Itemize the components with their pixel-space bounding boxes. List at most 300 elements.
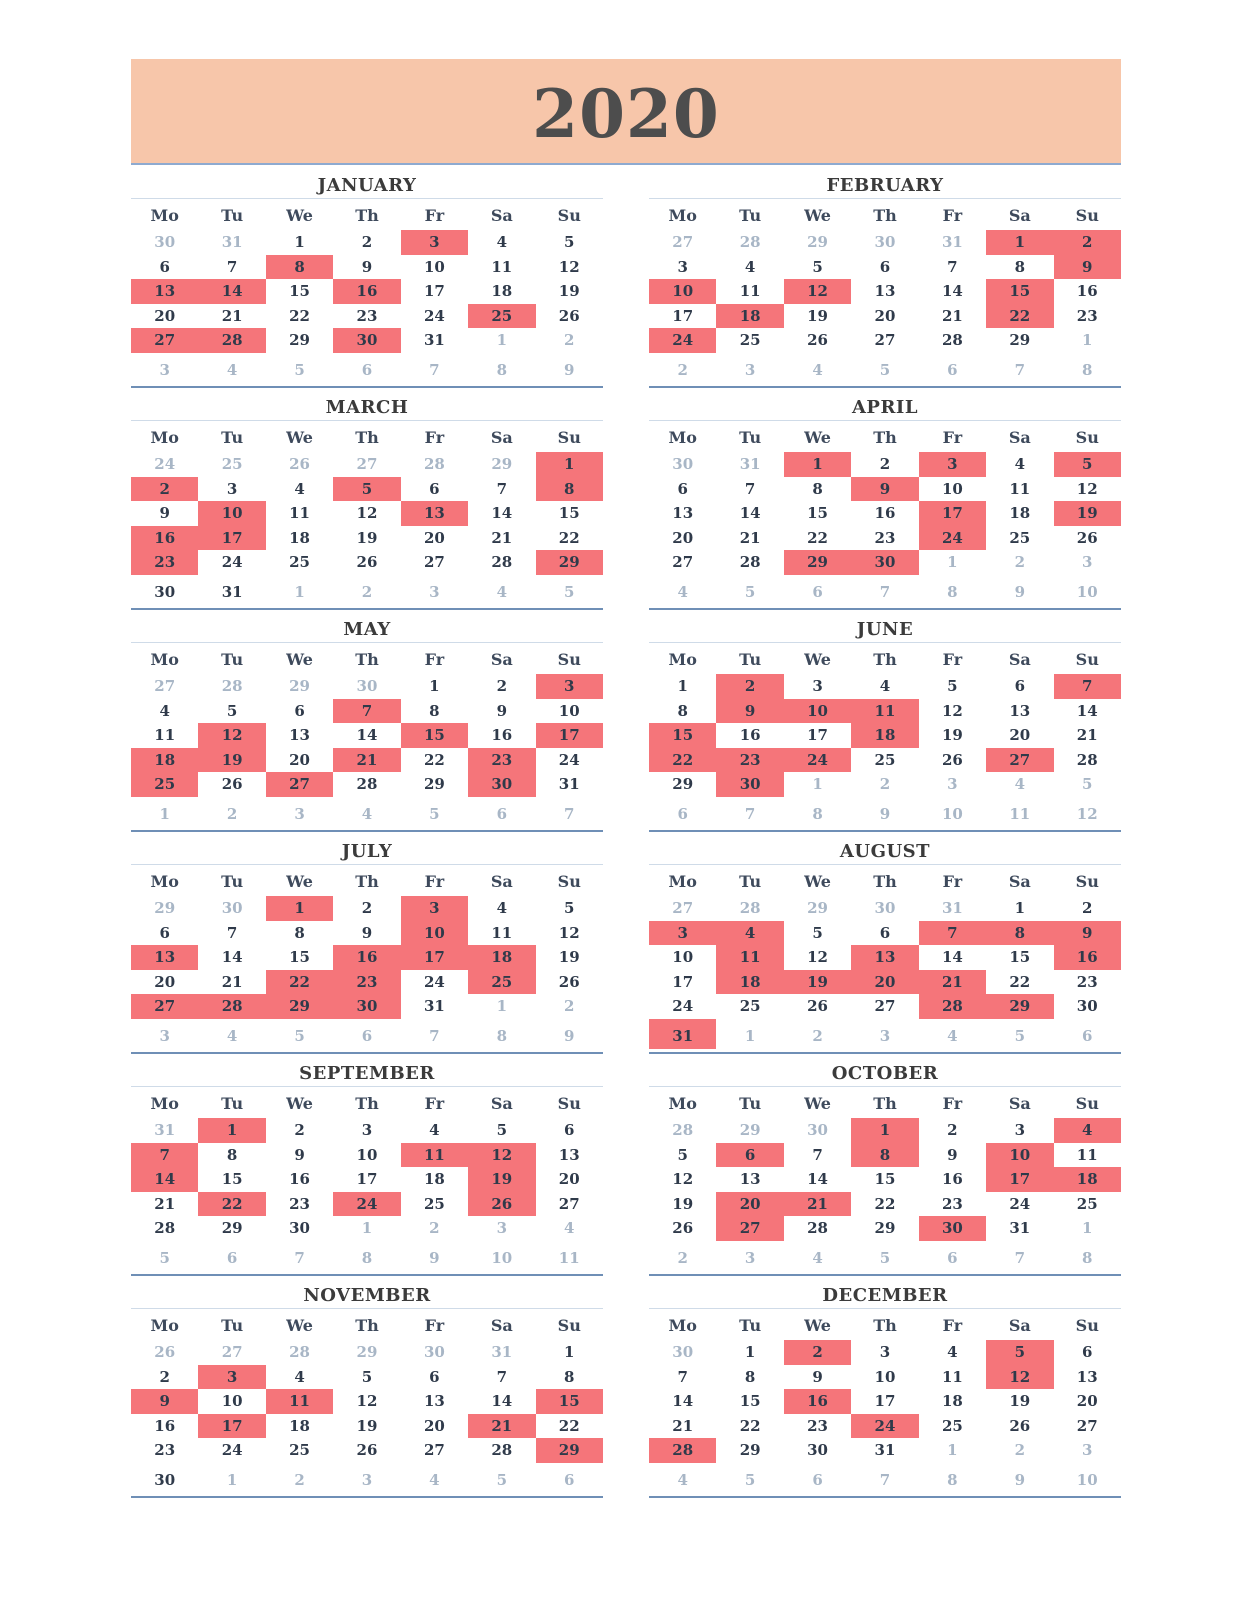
day-cell: 7 <box>226 923 238 942</box>
highlighted-day: 18 <box>851 723 918 748</box>
highlighted-day: 30 <box>468 772 535 797</box>
month-name-rule <box>131 198 603 199</box>
highlighted-day: 14 <box>198 279 265 304</box>
adjacent-month-day: 11 <box>558 1248 580 1267</box>
adjacent-month-day: 5 <box>879 360 891 379</box>
day-cell: 5 <box>564 899 575 917</box>
highlighted-day: 15 <box>986 279 1053 304</box>
adjacent-month-day: 8 <box>1082 1248 1093 1267</box>
week-row <box>649 699 1121 724</box>
day-cell: 10 <box>558 701 580 720</box>
day-cell: 20 <box>874 306 896 325</box>
day-cell: 14 <box>1076 701 1098 720</box>
day-cell: 26 <box>807 331 828 349</box>
adjacent-month-day: 28 <box>423 455 445 473</box>
day-cell: 18 <box>289 1416 310 1435</box>
month-march <box>131 387 603 609</box>
day-cell: 2 <box>361 899 373 917</box>
highlighted-day: 2 <box>784 1340 851 1365</box>
day-cell: 21 <box>941 306 963 325</box>
adjacent-month-day: 9 <box>1014 1470 1026 1489</box>
adjacent-month-day: 9 <box>564 1026 575 1045</box>
month-row <box>131 1275 1121 1497</box>
highlighted-day: 11 <box>851 699 918 724</box>
day-cell: 1 <box>564 1343 575 1361</box>
month-december <box>649 1275 1121 1497</box>
day-cell: 28 <box>739 553 761 571</box>
day-cell: 27 <box>423 1441 445 1459</box>
highlighted-day: 30 <box>919 1216 986 1241</box>
day-cell: 15 <box>289 948 310 966</box>
day-cell: 9 <box>361 257 373 276</box>
month-name: MARCH <box>325 397 409 418</box>
weekday-label: Mo <box>150 206 179 225</box>
adjacent-month-day: 4 <box>226 1026 238 1045</box>
adjacent-month-day: 4 <box>429 1470 440 1489</box>
month-row <box>131 387 1121 609</box>
day-cell: 23 <box>356 306 378 325</box>
month-name-rule <box>649 1086 1121 1087</box>
day-cell: 8 <box>744 1367 756 1386</box>
highlighted-day: 18 <box>131 748 198 773</box>
month-name-rule <box>649 198 1121 199</box>
weekday-label: Tu <box>221 872 244 891</box>
weekday-label: Th <box>355 650 379 669</box>
adjacent-month-day: 1 <box>947 553 958 571</box>
highlighted-day: 27 <box>266 772 333 797</box>
highlighted-day: 10 <box>401 921 468 946</box>
day-cell: 31 <box>874 1441 896 1459</box>
adjacent-month-day: 2 <box>429 1219 440 1237</box>
day-cell: 13 <box>289 726 310 744</box>
day-cell: 4 <box>1014 455 1026 473</box>
day-cell: 14 <box>672 1392 694 1410</box>
weekday-label: Mo <box>668 206 697 225</box>
day-cell: 22 <box>558 528 580 547</box>
day-cell: 4 <box>429 1121 440 1139</box>
day-cell: 6 <box>564 1121 575 1139</box>
adjacent-month-day: 10 <box>1076 582 1098 601</box>
adjacent-month-day: 1 <box>744 1026 756 1045</box>
day-cell: 12 <box>941 701 963 720</box>
day-cell: 11 <box>491 923 513 942</box>
weekday-label: Mo <box>150 1316 179 1335</box>
weekday-label: We <box>286 428 313 447</box>
adjacent-month-day: 3 <box>429 582 440 601</box>
day-cell: 13 <box>739 1170 761 1188</box>
adjacent-month-day: 30 <box>672 1343 694 1361</box>
day-cell: 21 <box>1076 726 1098 744</box>
day-cell: 16 <box>289 1170 310 1188</box>
day-cell: 27 <box>874 331 896 349</box>
weekday-header <box>131 868 603 896</box>
day-cell: 20 <box>672 528 694 547</box>
adjacent-month-day: 5 <box>429 804 440 823</box>
weekday-label: Tu <box>739 206 762 225</box>
adjacent-month-day: 27 <box>221 1343 243 1361</box>
adjacent-month-day: 4 <box>812 360 823 379</box>
day-cell: 17 <box>356 1170 378 1188</box>
weekday-label: Th <box>355 428 379 447</box>
month-september <box>131 1053 603 1275</box>
adjacent-month-day: 5 <box>496 1470 508 1489</box>
week-row <box>649 723 1121 748</box>
week-row <box>131 1438 603 1463</box>
week-row <box>131 526 603 551</box>
day-cell: 24 <box>558 750 580 769</box>
day-cell: 26 <box>558 306 580 325</box>
weekday-header <box>649 868 1121 896</box>
week-row <box>649 748 1121 773</box>
weekday-label: Su <box>1075 1316 1099 1335</box>
adjacent-month-day: 29 <box>491 455 513 473</box>
highlighted-day: 3 <box>401 896 468 921</box>
weekday-label: Su <box>1075 1094 1099 1113</box>
day-cell: 8 <box>1014 257 1026 276</box>
adjacent-month-day: 7 <box>744 804 756 823</box>
highlighted-day: 18 <box>468 945 535 970</box>
week-row <box>649 1167 1121 1192</box>
day-cell: 30 <box>807 1441 828 1459</box>
day-cell: 9 <box>812 1367 823 1386</box>
month-name-rule <box>649 420 1121 421</box>
adjacent-month-day: 7 <box>429 360 440 379</box>
day-cell: 26 <box>1076 528 1098 547</box>
week-row <box>131 1143 603 1168</box>
adjacent-month-day: 4 <box>361 804 373 823</box>
adjacent-month-day: 9 <box>879 804 891 823</box>
highlighted-day: 29 <box>266 994 333 1019</box>
day-cell: 19 <box>941 726 963 744</box>
adjacent-month-day: 8 <box>812 804 823 823</box>
day-cell: 16 <box>154 1416 176 1435</box>
weekday-label: Su <box>557 206 581 225</box>
day-cell: 24 <box>221 553 243 571</box>
day-cell: 11 <box>941 1367 963 1386</box>
highlighted-day: 3 <box>649 921 716 946</box>
weekday-label: Sa <box>1008 428 1031 447</box>
day-cell: 23 <box>154 1441 176 1459</box>
day-cell: 7 <box>677 1367 688 1386</box>
adjacent-month-day: 2 <box>812 1026 823 1045</box>
day-cell: 8 <box>677 701 688 720</box>
highlighted-day: 9 <box>131 1389 198 1414</box>
week-row <box>649 255 1121 280</box>
weekday-label: Th <box>355 872 379 891</box>
day-cell: 6 <box>429 479 440 498</box>
week-row <box>649 230 1121 255</box>
day-cell: 2 <box>294 1121 305 1139</box>
adjacent-month-day: 2 <box>879 775 891 793</box>
highlighted-day: 19 <box>198 748 265 773</box>
month-name-rule <box>649 864 1121 865</box>
adjacent-month-day: 6 <box>361 1026 373 1045</box>
day-cell: 28 <box>491 1441 513 1459</box>
weekday-header <box>131 646 603 674</box>
adjacent-month-day: 31 <box>491 1343 513 1361</box>
day-cell: 17 <box>672 972 694 991</box>
weekday-label: Sa <box>490 206 513 225</box>
day-cell: 12 <box>1076 479 1098 498</box>
adjacent-month-day: 9 <box>564 360 575 379</box>
day-cell: 12 <box>356 1392 378 1410</box>
day-cell: 29 <box>672 775 694 793</box>
week-row <box>131 674 603 699</box>
highlighted-day: 24 <box>919 526 986 551</box>
week-row <box>649 1414 1121 1439</box>
highlighted-day: 12 <box>198 723 265 748</box>
week-row <box>649 452 1121 477</box>
highlighted-day: 21 <box>784 1192 851 1217</box>
day-cell: 23 <box>1076 306 1098 325</box>
week-row <box>131 748 603 773</box>
week-row <box>649 994 1121 1019</box>
adjacent-month-day: 7 <box>429 1026 440 1045</box>
adjacent-month-day: 27 <box>672 899 694 917</box>
adjacent-month-day: 8 <box>496 1026 508 1045</box>
weekday-label: Su <box>1075 206 1099 225</box>
day-cell: 18 <box>423 1170 445 1188</box>
adjacent-month-day: 5 <box>294 360 305 379</box>
adjacent-month-day: 30 <box>672 455 694 473</box>
week-row <box>649 896 1121 921</box>
week-row <box>649 1241 1121 1271</box>
adjacent-month-day: 6 <box>812 582 823 601</box>
week-row <box>131 1365 603 1390</box>
day-cell: 26 <box>672 1219 694 1237</box>
month-row <box>131 1053 1121 1275</box>
day-cell: 10 <box>941 479 963 498</box>
weekday-label: We <box>286 1094 313 1113</box>
day-cell: 30 <box>154 582 176 601</box>
month-july <box>131 831 603 1053</box>
week-row <box>131 970 603 995</box>
weekday-label: We <box>804 1094 831 1113</box>
day-cell: 2 <box>496 677 508 695</box>
highlighted-day: 6 <box>716 1143 783 1168</box>
day-cell: 13 <box>1009 701 1031 720</box>
weekday-label: Tu <box>739 428 762 447</box>
adjacent-month-day: 5 <box>879 1248 891 1267</box>
highlighted-day: 7 <box>1054 674 1121 699</box>
adjacent-month-day: 1 <box>496 997 508 1015</box>
day-cell: 8 <box>429 701 440 720</box>
day-cell: 5 <box>812 923 823 942</box>
day-cell: 4 <box>744 257 756 276</box>
highlighted-day: 10 <box>784 699 851 724</box>
highlighted-day: 13 <box>851 945 918 970</box>
weekday-label: Mo <box>150 428 179 447</box>
highlighted-day: 23 <box>468 748 535 773</box>
day-cell: 21 <box>221 306 243 325</box>
adjacent-month-day: 4 <box>226 360 238 379</box>
adjacent-month-day: 31 <box>941 899 963 917</box>
day-cell: 20 <box>1009 726 1031 744</box>
day-cell: 4 <box>496 233 508 251</box>
month-october <box>649 1053 1121 1275</box>
weekday-label: Su <box>557 1316 581 1335</box>
day-cell: 28 <box>491 553 513 571</box>
highlighted-day: 3 <box>198 1365 265 1390</box>
adjacent-month-day: 6 <box>812 1470 823 1489</box>
highlighted-day: 28 <box>198 994 265 1019</box>
weekday-label: Mo <box>668 650 697 669</box>
day-cell: 11 <box>154 726 176 744</box>
day-cell: 1 <box>429 677 440 695</box>
adjacent-month-day: 2 <box>677 1248 688 1267</box>
day-cell: 25 <box>739 997 761 1015</box>
day-cell: 3 <box>677 257 688 276</box>
day-cell: 19 <box>356 1416 378 1435</box>
week-row <box>649 772 1121 797</box>
adjacent-month-day: 3 <box>744 1248 756 1267</box>
adjacent-month-day: 4 <box>564 1219 575 1237</box>
highlighted-day: 26 <box>468 1192 535 1217</box>
highlighted-day: 1 <box>784 452 851 477</box>
day-cell: 22 <box>423 750 445 769</box>
day-cell: 22 <box>807 528 828 547</box>
highlighted-day: 9 <box>716 699 783 724</box>
day-cell: 31 <box>423 331 445 349</box>
month-table <box>131 1312 603 1493</box>
day-cell: 4 <box>294 1367 305 1386</box>
adjacent-month-day: 28 <box>672 1121 694 1139</box>
day-cell: 16 <box>874 504 896 522</box>
highlighted-day: 31 <box>649 1019 716 1049</box>
adjacent-month-day: 4 <box>677 1470 688 1489</box>
weekday-label: Th <box>873 872 897 891</box>
highlighted-day: 30 <box>851 550 918 575</box>
day-cell: 5 <box>677 1145 688 1164</box>
day-cell: 17 <box>672 306 694 325</box>
weekday-label: Fr <box>424 1094 445 1113</box>
weekday-label: Sa <box>1008 650 1031 669</box>
day-cell: 14 <box>356 726 378 744</box>
highlighted-day: 14 <box>131 1167 198 1192</box>
weekday-label: Tu <box>739 650 762 669</box>
weekday-label: Sa <box>1008 1094 1031 1113</box>
weekday-label: Fr <box>424 1316 445 1335</box>
weekday-header <box>131 424 603 452</box>
month-november <box>131 1275 603 1497</box>
month-name-rule <box>649 1308 1121 1309</box>
weekday-label: Sa <box>490 428 513 447</box>
highlighted-day: 15 <box>649 723 716 748</box>
adjacent-month-day: 28 <box>289 1343 310 1361</box>
week-row <box>649 1118 1121 1143</box>
week-row <box>649 279 1121 304</box>
day-cell: 12 <box>356 504 378 522</box>
month-name-rule <box>131 1086 603 1087</box>
adjacent-month-day: 3 <box>1082 1441 1093 1459</box>
day-cell: 19 <box>558 282 580 300</box>
day-cell: 5 <box>947 677 958 695</box>
day-cell: 14 <box>941 282 963 300</box>
highlighted-day: 1 <box>198 1118 265 1143</box>
day-cell: 2 <box>361 233 373 251</box>
day-cell: 9 <box>947 1145 958 1164</box>
adjacent-month-day: 1 <box>226 1470 238 1489</box>
highlighted-day: 21 <box>333 748 400 773</box>
weekday-label: Sa <box>490 650 513 669</box>
month-name: DECEMBER <box>822 1285 948 1306</box>
adjacent-month-day: 8 <box>947 582 958 601</box>
month-table <box>131 202 603 383</box>
day-cell: 16 <box>491 726 513 744</box>
month-name: OCTOBER <box>831 1063 939 1084</box>
day-cell: 6 <box>429 1367 440 1386</box>
month-table <box>131 424 603 605</box>
weekday-label: Th <box>873 1094 897 1113</box>
highlighted-day: 16 <box>784 1389 851 1414</box>
day-cell: 1 <box>677 677 688 695</box>
adjacent-month-day: 10 <box>1076 1470 1098 1489</box>
adjacent-month-day: 3 <box>159 1026 170 1045</box>
day-cell: 7 <box>226 257 238 276</box>
weekday-label: Th <box>873 428 897 447</box>
highlighted-day: 2 <box>131 477 198 502</box>
week-row <box>131 1340 603 1365</box>
day-cell: 26 <box>356 553 378 571</box>
day-cell: 7 <box>947 257 958 276</box>
month-name-rule <box>131 420 603 421</box>
adjacent-month-day: 6 <box>564 1470 575 1489</box>
week-row <box>131 1414 603 1439</box>
day-cell: 28 <box>807 1219 828 1237</box>
week-row <box>649 1019 1121 1049</box>
highlighted-day: 23 <box>333 970 400 995</box>
day-cell: 29 <box>221 1219 243 1237</box>
day-cell: 18 <box>1009 504 1031 522</box>
highlighted-day: 30 <box>333 994 400 1019</box>
week-row <box>649 353 1121 383</box>
adjacent-month-day: 10 <box>491 1248 513 1267</box>
day-cell: 10 <box>672 948 694 966</box>
adjacent-month-day: 3 <box>361 1470 373 1489</box>
week-row <box>131 353 603 383</box>
highlighted-day: 1 <box>986 230 1053 255</box>
weekday-header <box>649 1312 1121 1340</box>
day-cell: 11 <box>1009 479 1031 498</box>
adjacent-month-day: 30 <box>807 1121 828 1139</box>
day-cell: 25 <box>1009 528 1031 547</box>
day-cell: 29 <box>289 331 310 349</box>
day-cell: 5 <box>361 1367 373 1386</box>
month-row <box>131 609 1121 831</box>
weekday-label: Th <box>873 1316 897 1335</box>
day-cell: 5 <box>812 257 823 276</box>
day-cell: 20 <box>423 1416 445 1435</box>
adjacent-month-day: 2 <box>1014 1441 1026 1459</box>
highlighted-day: 7 <box>131 1143 198 1168</box>
weekday-label: We <box>804 1316 831 1335</box>
day-cell: 9 <box>294 1145 305 1164</box>
adjacent-month-day: 7 <box>1014 360 1026 379</box>
day-cell: 18 <box>491 282 513 300</box>
highlighted-day: 16 <box>333 945 400 970</box>
month-august <box>649 831 1121 1053</box>
day-cell: 10 <box>221 1392 243 1410</box>
adjacent-month-day: 25 <box>221 455 243 473</box>
week-row <box>649 1192 1121 1217</box>
weekday-label: Mo <box>668 1316 697 1335</box>
weekday-label: Sa <box>1008 206 1031 225</box>
weekday-label: Su <box>557 1094 581 1113</box>
adjacent-month-day: 1 <box>812 775 823 793</box>
adjacent-month-day: 27 <box>672 233 694 251</box>
adjacent-month-day: 6 <box>947 360 958 379</box>
month-name: SEPTEMBER <box>299 1063 435 1084</box>
